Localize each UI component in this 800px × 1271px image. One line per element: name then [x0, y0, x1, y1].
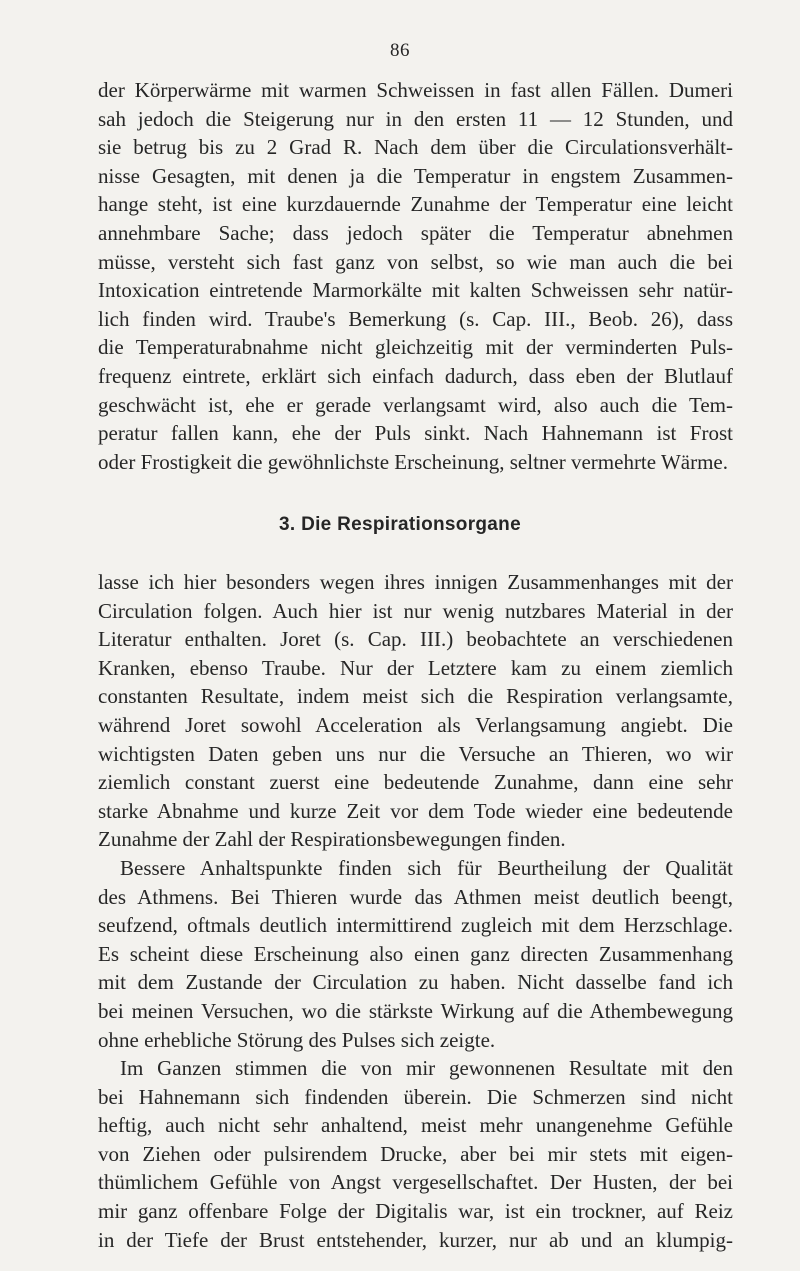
text-line: Es scheint diese Erscheinung also einen ganz directen Zusammenhang — [98, 941, 733, 966]
text-line: in der Tiefe der Brust entstehender, kurzer, nur ab und an klumpig- — [98, 1227, 733, 1252]
text-line: Intoxication eintretende Marmorkälte mit kalten Schweissen sehr natür- — [98, 278, 733, 303]
paragraph-pain-cough — [98, 1054, 733, 1254]
text-line: ziemlich constant zuerst eine bedeutende Zunahme, dann eine sehr — [98, 770, 733, 795]
text-line: lich finden wird. Traube's Bemerkung (s. Cap. III., Beob. 26), dass — [98, 306, 733, 331]
text-line: des Athmens. Bei Thieren wurde das Athmen meist deutlich beengt, — [98, 884, 733, 909]
text-line: von Ziehen oder pulsirendem Drucke, aber bei mir stets mit eigen- — [98, 1141, 733, 1166]
text-line: hange steht, ist eine kurzdauernde Zunahme der Temperatur eine leicht — [98, 192, 733, 217]
text-line: starke Abnahme und kurze Zeit vor dem Tode wieder eine bedeutende — [98, 798, 733, 823]
text-line: während Joret sowohl Acceleration als Verlangsamung angiebt. Die — [98, 712, 733, 737]
page-number: 86 — [390, 40, 410, 61]
text-line: thümlichem Gefühle von Angst vergesellschaftet. Der Husten, der bei — [98, 1170, 733, 1195]
text-line: annehmbare Sache; dass jedoch später die Temperatur abnehmen — [98, 220, 733, 245]
body-text — [98, 568, 733, 1254]
text-line: Kranken, ebenso Traube. Nur der Letztere kam zu einem ziemlich — [98, 655, 733, 680]
text-line: bei Hahnemann sich findenden überein. Die Schmerzen sind nicht — [98, 1084, 733, 1109]
text-line: die Temperaturabnahme nicht gleichzeitig mit der verminderten Puls- — [98, 335, 733, 360]
paragraph-breathing-quality — [98, 854, 733, 1054]
section-heading: 3. Die Respirationsorgane — [279, 514, 521, 535]
text-line: bei meinen Versuchen, wo die stärkste Wirkung auf die Athembewegung — [98, 998, 733, 1023]
text-line: lasse ich hier besonders wegen ihres innigen Zusammenhanges mit der — [98, 570, 733, 594]
text-line: oder Frostigkeit die gewöhnlichste Erscheinung, seltner vermehrte Wärme. — [98, 449, 728, 474]
text-line: ohne erhebliche Störung des Pulses sich zeigte. — [98, 1027, 496, 1052]
text-line: heftig, auch nicht sehr anhaltend, meist mehr unangenehme Gefühle — [98, 1113, 733, 1138]
text-line: Bessere Anhaltspunkte finden sich für Beurtheilung der Qualität — [120, 855, 733, 880]
text-line: mit dem Zustande der Circulation zu haben. Nicht dasselbe fand ich — [98, 970, 733, 995]
text-line: seufzend, oftmals deutlich intermittirend zugleich mit dem Herzschlage. — [98, 913, 733, 938]
text-line: sah jedoch die Steigerung nur in den ersten 11 — 12 Stunden, und — [98, 106, 733, 131]
text-line: Literatur enthalten. Joret (s. Cap. III.) beobachtete an verschiedenen — [98, 627, 733, 652]
text-line: frequenz eintrete, erklärt sich einfach dadurch, dass eben der Blutlauf — [98, 363, 733, 388]
text-line: wichtigsten Daten geben uns nur die Versuche an Thieren, wo wir — [98, 741, 733, 766]
text-line: nisse Gesagten, mit denen ja die Temperatur in engstem Zusammen- — [98, 163, 733, 188]
text-line: geschwächt ist, ehe er gerade verlangsamt wird, also auch die Tem- — [98, 392, 733, 417]
text-line: Zunahme der Zahl der Respirationsbewegungen finden. — [98, 827, 566, 852]
text-line: der Körperwärme mit warmen Schweissen in fast allen Fällen. Dumeri — [98, 78, 733, 102]
text-line: Circulation folgen. Auch hier ist nur wenig nutzbares Material in der — [98, 598, 733, 623]
text-line: peratur fallen kann, ehe der Puls sinkt. Nach Hahnemann ist Frost — [98, 421, 733, 446]
paragraph-temperature — [98, 76, 733, 476]
text-line: constanten Resultate, indem meist sich die Respiration verlangsamte, — [98, 684, 733, 709]
text-line: mir ganz offenbare Folge der Digitalis war, ist ein trockner, auf Reiz — [98, 1199, 733, 1224]
text-line: sie betrug bis zu 2 Grad R. Nach dem über die Circulationsverhält- — [98, 135, 733, 160]
paragraph-respiration — [98, 568, 733, 854]
text-line: Im Ganzen stimmen die von mir gewonnenen Resultate mit den — [120, 1056, 733, 1081]
text-line: müsse, versteht sich fast ganz von selbst, so wie man auch die bei — [98, 249, 733, 274]
